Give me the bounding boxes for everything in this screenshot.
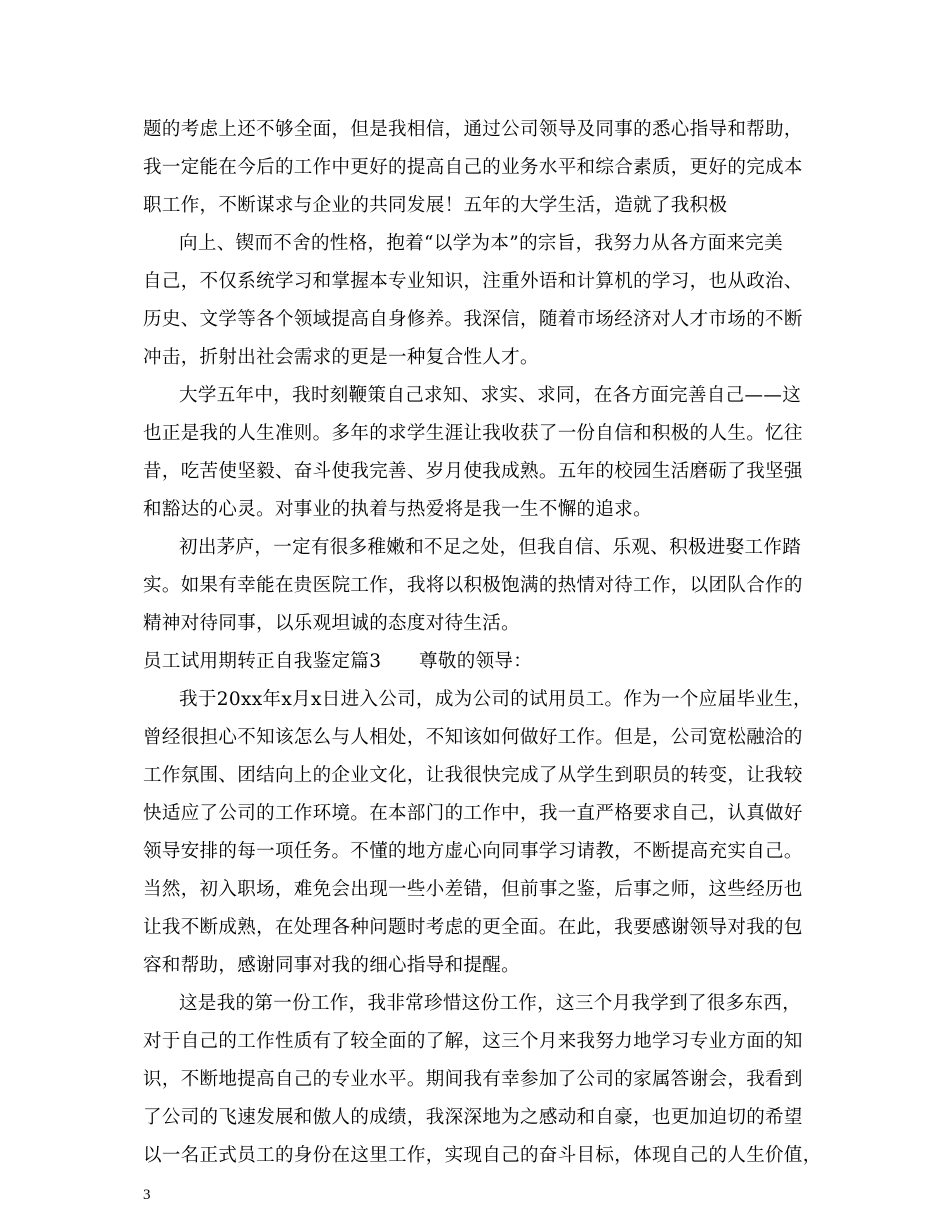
text-line: 自己，不仅系统学习和掌握本专业知识，注重外语和计算机的学习，也从政治、 [143, 271, 803, 292]
text-line: 容和帮助，感谢同事对我的细心指导和提醒。 [143, 955, 521, 976]
text-line: 曾经很担心不知该怎么与人相处，不知该如何做好工作。但是，公司宽松融洽的 [143, 727, 803, 748]
text-line: 精神对待同事，以乐观坦诚的态度对待生活。 [143, 613, 521, 634]
text-line: 昔，吃苦使坚毅、奋斗使我完善、岁月使我成熟。五年的校园生活磨砺了我坚强 [143, 461, 803, 482]
text-line: 领导安排的每一项任务。不懂的地方虚心向同事学习请教，不断提高充实自己。 [143, 841, 803, 862]
text-line: 当然，初入职场，难免会出现一些小差错，但前事之鉴，后事之师，这些经历也 [143, 879, 803, 900]
text-line: 冲击，折射出社会需求的更是一种复合性人才。 [143, 347, 539, 368]
text-line: 对于自己的工作性质有了较全面的了解，这三个月来我努力地学习专业方面的知 [143, 1031, 803, 1052]
text-line: 题的考虑上还不够全面，但是我相信，通过公司领导及同事的悉心指导和帮助， [143, 119, 803, 140]
text-line: 识，不断地提高自己的专业水平。期间我有幸参加了公司的家属答谢会，我看到 [143, 1069, 803, 1090]
page-number: 3 [143, 1187, 151, 1203]
text-line: 让我不断成熟，在处理各种问题时考虑的更全面。在此，我要感谢领导对我的包 [143, 917, 803, 938]
text-line: 了公司的飞速发展和傲人的成绩，我深深地为之感动和自豪，也更加迫切的希望 [143, 1107, 803, 1128]
text-line: 工作氛围、团结向上的企业文化，让我很快完成了从学生到职员的转变，让我较 [143, 765, 803, 786]
text-line: 和豁达的心灵。对事业的执着与热爱将是我一生不懈的追求。 [143, 499, 652, 520]
text-line: 快适应了公司的工作环境。在本部门的工作中，我一直严格要求自己，认真做好 [143, 803, 803, 824]
section-heading: 员工试用期转正自我鉴定篇3 尊敬的领导： [143, 651, 533, 672]
text-line: 职工作，不断谋求与企业的共同发展！五年的大学生活，造就了我积极 [143, 195, 728, 216]
text-line: 我于20xx年x月x日进入公司，成为公司的试用员工。作为一个应届毕业生， [179, 689, 812, 710]
text-line: 向上、锲而不舍的性格，抱着“以学为本”的宗旨，我努力从各方面来完美 [179, 233, 783, 254]
text-line: 历史、文学等各个领域提高自身修养。我深信，随着市场经济对人才市场的不断 [143, 309, 803, 330]
text-line: 也正是我的人生准则。多年的求学生涯让我收获了一份自信和积极的人生。忆往 [143, 423, 803, 444]
text-line: 我一定能在今后的工作中更好的提高自己的业务水平和综合素质，更好的完成本 [143, 157, 803, 178]
text-line: 大学五年中，我时刻鞭策自己求知、求实、求同，在各方面完善自己——这 [179, 385, 802, 406]
text-line: 以一名正式员工的身份在这里工作，实现自己的奋斗目标，体现自己的人生价值， [143, 1145, 822, 1166]
text-line: 初出茅庐，一定有很多稚嫩和不足之处，但我自信、乐观、积极进娶工作踏 [179, 537, 802, 558]
text-line: 实。如果有幸能在贵医院工作，我将以积极饱满的热情对待工作，以团队合作的 [143, 575, 803, 596]
text-line: 这是我的第一份工作，我非常珍惜这份工作，这三个月我学到了很多东西， [179, 993, 802, 1014]
